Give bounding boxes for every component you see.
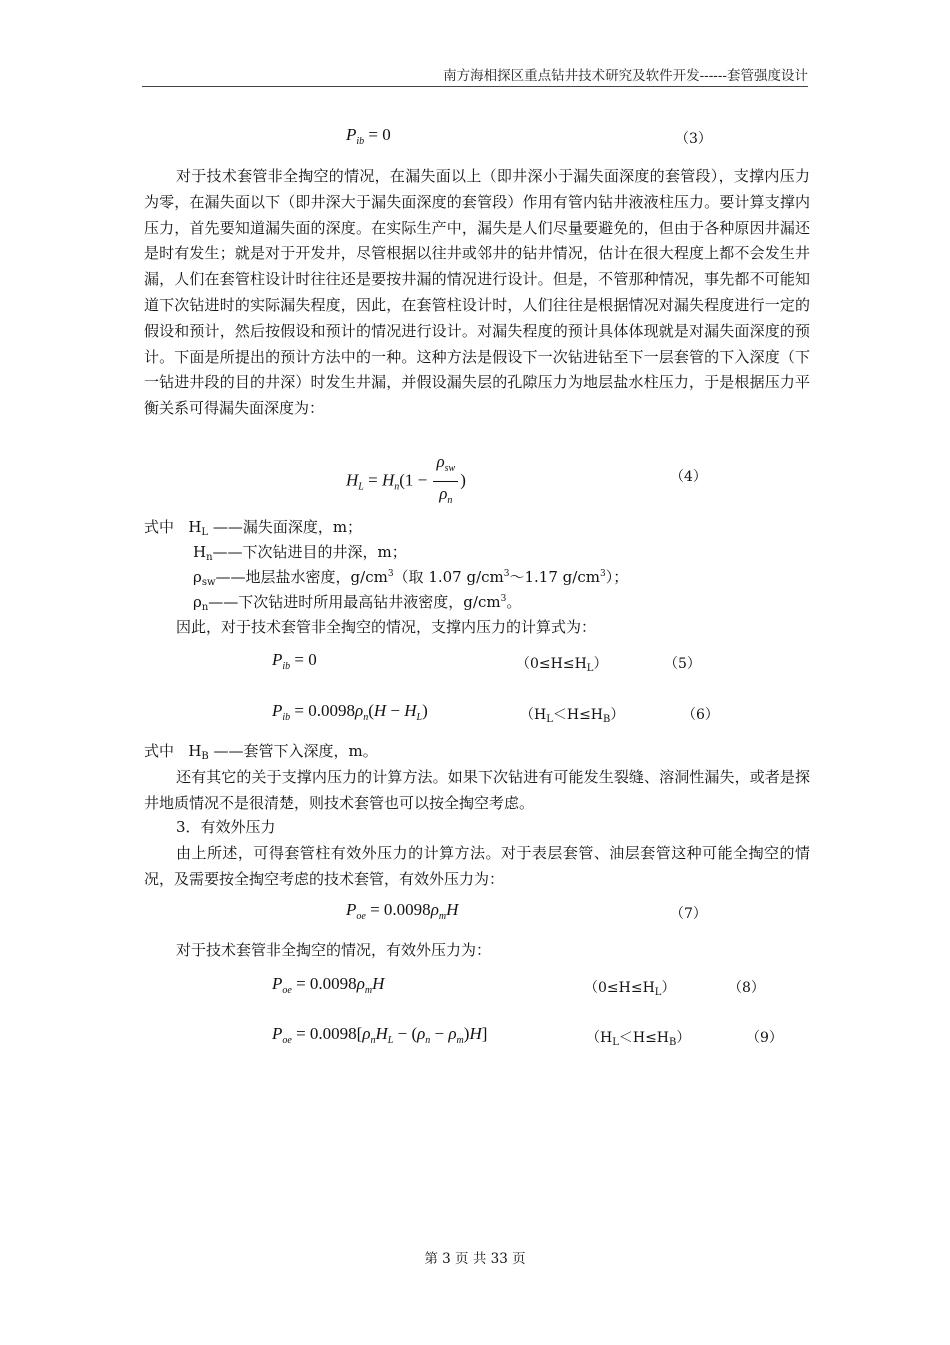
paragraph-leak-surface: 对于技术套管非全掏空的情况，在漏失面以上（即井深小于漏失面深度的套管段），支撑内压力为零，在漏失面以下（即井深大于漏失面深度的套管段）作用有管内钻井液液柱压力。要计算支撑内压力，首先要知道漏失面的深度。在实际生产中，漏失是人们尽量要避免的，但由于各种原因井漏还是时有发生；就是对于开发井，尽管根据以往井或邻井的钻井情况，估计在很大程度上都不会发生井漏，人们在套管柱设计时往往还是要按井漏的情况进行设计。但是，不管那种情况，事先都不可能知道下次钻进时的实际漏失程度，因此，在套管柱设计时，人们往往是根据情况对漏失程度进行一定的假设和预计，然后按假设和预计的情况进行设计。对漏失程度的预计具体体现就是对漏失面深度的预计。下面是所提出的预计方法中的一种。这种方法是假设下一次钻进钻至下一层套管的下入深度（下一钻进井段的目的井深）时发生井漏，并假设漏失层的孔隙压力为地层盐水柱压力，于是根据压力平衡关系可得漏失面深度为： [144,167,810,418]
equation-7: $P_{oe} = 0.0098\rho_mH$ [346,900,459,922]
equation-8-number: （8） [728,980,765,996]
equation-4-fraction: $\frac{\rho_{sw}}{\rho_n}$ [433,450,458,513]
header-rule [142,86,808,87]
equation-3-number: （3） [675,131,712,147]
paragraph-other-methods: 还有其它的关于支撑内压力的计算方法。如果下次钻进有可能发生裂缝、溶洞性漏失，或者是探井地质情况不是很清楚，则技术套管也可以按全掏空考虑。 [144,768,810,812]
equation-6-condition: $(H_L<H\le H_B)$ [520,707,625,725]
equation-5-number: （5） [664,656,701,672]
definition-hb: 式中 $H_B$ ——套管下入深度，m。 [144,742,378,762]
definition-pn: $\rho_n——$下次钻进时所用最高钻井液密度，$g/cm^3$。 [193,593,522,613]
equation-6-number: （6） [682,707,719,723]
paragraph-effective-external: 由上所述，可得套管柱有效外压力的计算方法。对于表层套管、油层套管这种可能全掏空的情况，及需要按全掏空考虑的技术套管，有效外压力为： [144,844,810,888]
equation-5-condition: $(0\le H\le H_L)$ [516,656,608,674]
equation-9: $P_{oe} = 0.0098[\rho_nH_L - (\rho_n - \rho_m)H]$ [272,1024,488,1046]
equation-9-condition: $(H_L<H\le H_B)$ [586,1030,691,1048]
page-header: 南方海相探区重点钻井技术研究及软件开发------套管强度设计 [443,68,808,84]
paragraph-non-full-empty: 对于技术套管非全掏空的情况，有效外压力为： [176,941,492,959]
equation-4-number: （4） [670,469,707,485]
equation-8-condition: $(0\le H\le H_L)$ [584,980,676,998]
definition-psw: $\rho_{sw}——$地层盐水密度，$g/cm^3$（取 1.07 $g/cm^3\sim 1.17$ $g/cm^3$）； [193,568,629,588]
equation-7-number: （7） [670,906,707,922]
page-footer: 第 3 页 共 33 页 [424,1251,526,1267]
paragraph-support-pressure: 因此，对于技术套管非全掏空的情况，支撑内压力的计算式为： [176,618,597,636]
equation-4: $H_L = H_n(1$ − $\frac{\rho_{sw}}{\rho_n}$ ) [346,450,466,513]
equation-8: $P_{oe} = 0.0098\rho_mH$ [272,974,385,996]
definition-hl: 式中 $H_L$ ——漏失面深度，m； [144,518,363,538]
section-heading-effective-external-pressure: 3．有效外压力 [176,818,276,836]
definition-hn: $H_n——$下次钻进目的井深，m； [193,543,407,563]
equation-5: $P_{ib} = 0$ [272,650,317,672]
equation-9-number: （9） [746,1030,783,1046]
equation-3: $P_{ib} = 0$ [346,125,391,147]
equation-6: $P_{ib} = 0.0098\rho_n(H - H_L)$ [272,701,428,723]
